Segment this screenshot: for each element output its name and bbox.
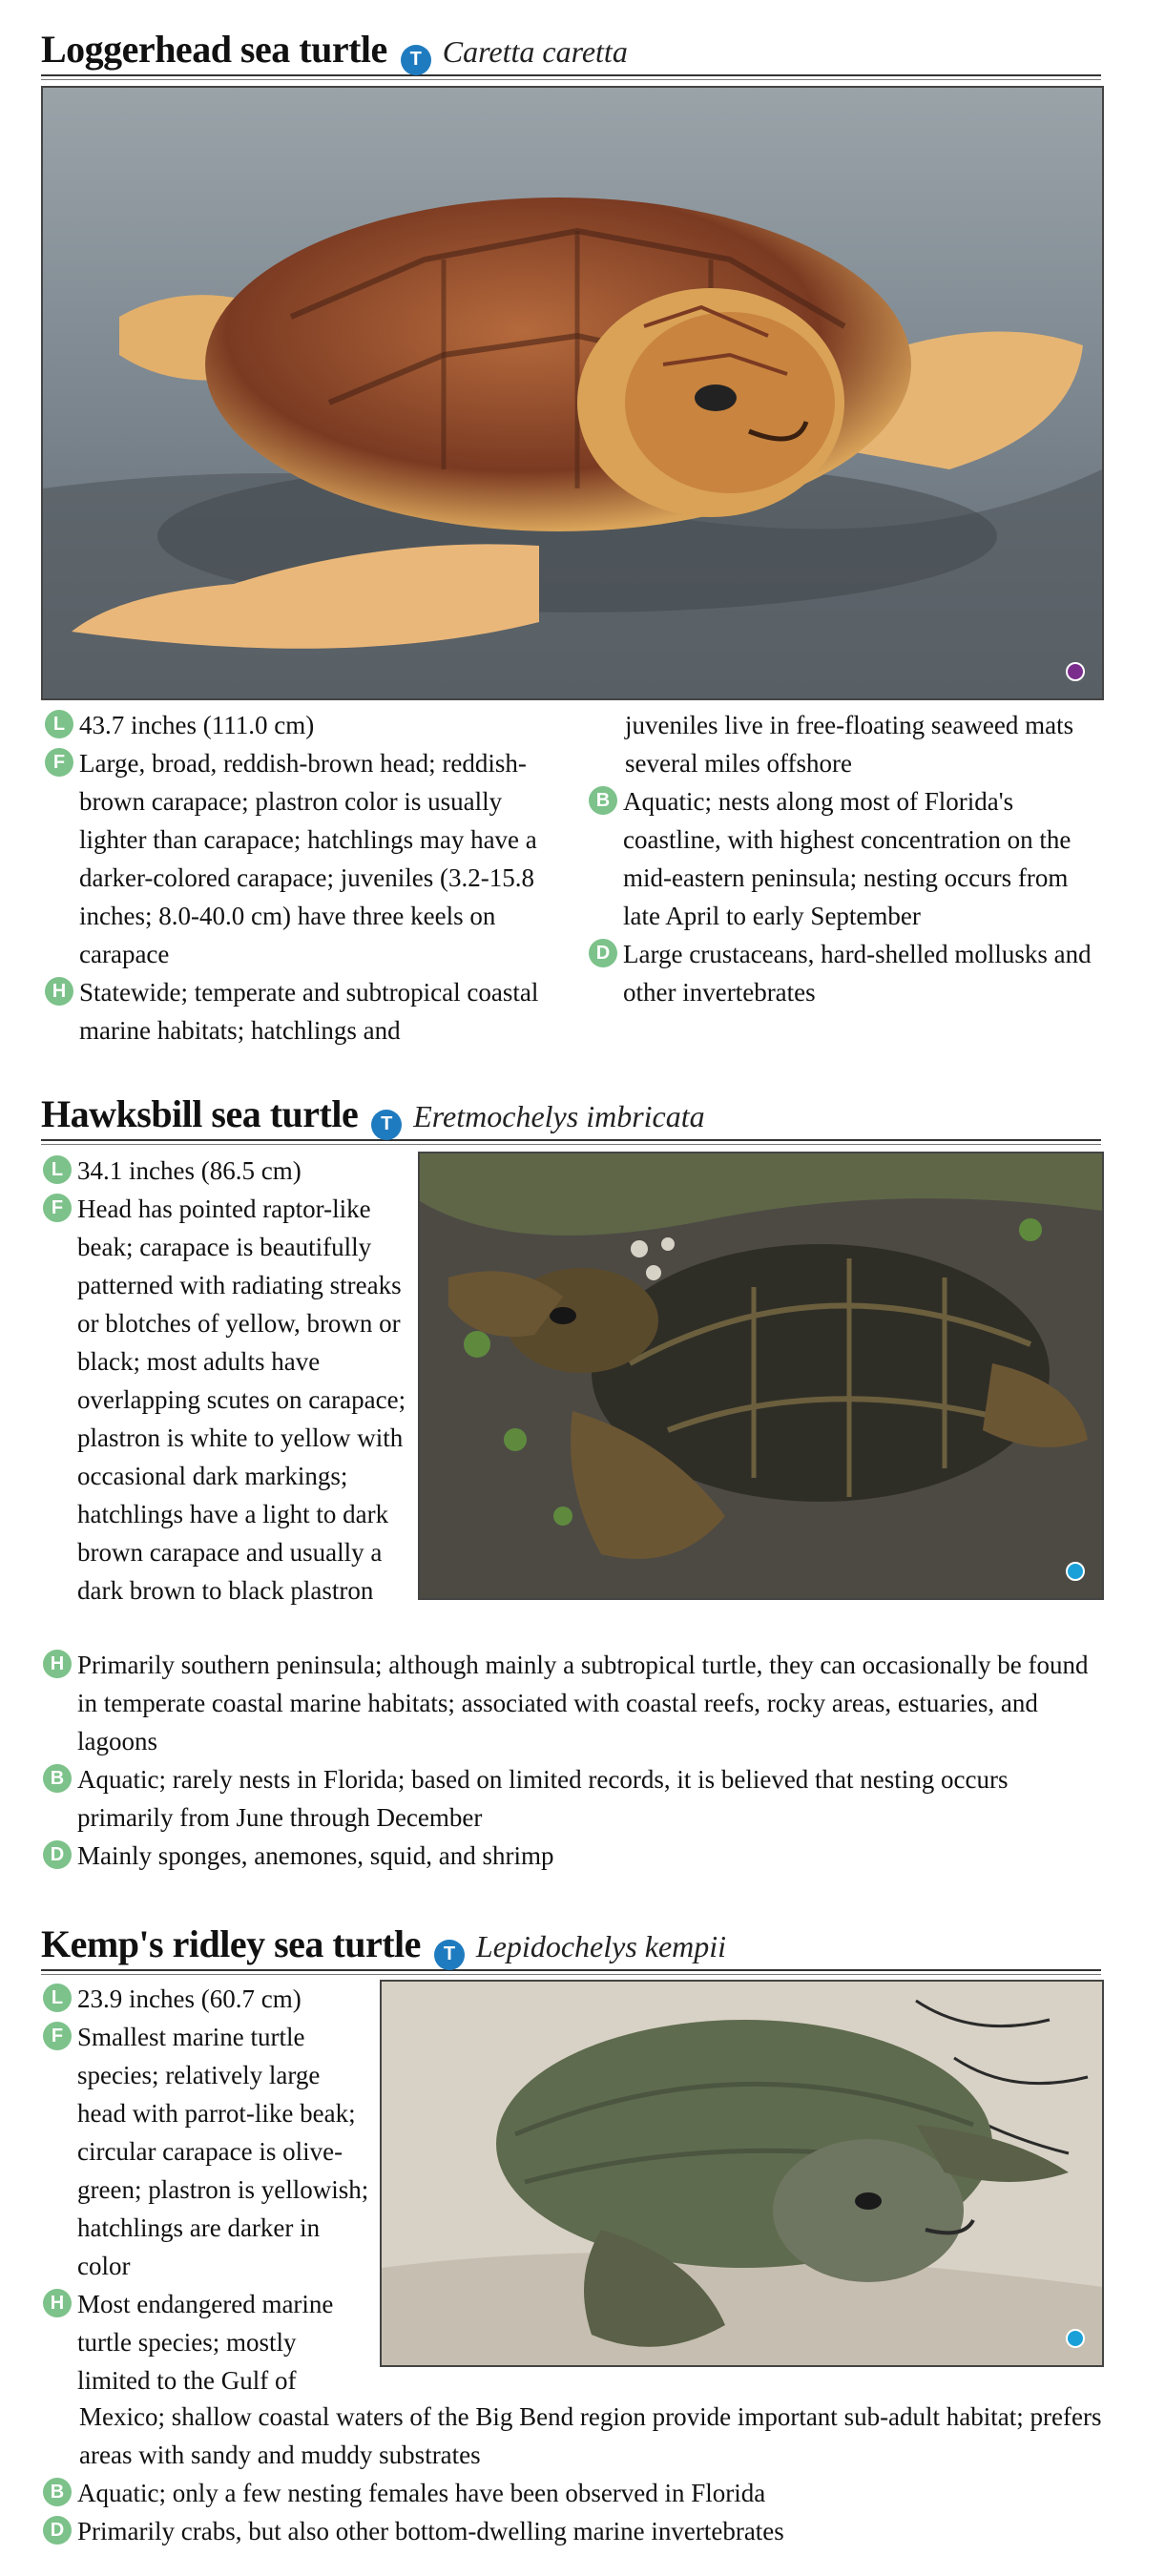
- kemps-ridley-photo: [380, 1980, 1104, 2367]
- diet-icon: D: [43, 2516, 72, 2545]
- breeding-text: Aquatic; nests along most of Florida's coastline, with highest concentration on the mid-eastern peninsula; nesting occurs from late April to early September: [623, 787, 1071, 930]
- hawksbill-details-top: [43, 1152, 410, 1610]
- features-text: Head has pointed raptor-like beak; carapace is beautifully patterned with radiating streaks or blotches of yellow, brown or black; most adults have overlapping scutes on carapace; plastron is white to yellow with occasional dark markings; hatchlings have a light to dark brown carapace and usually a dark brown to black plastron: [77, 1195, 406, 1605]
- range-dot: [1066, 1562, 1085, 1581]
- range-dot: [1066, 662, 1085, 681]
- length-text: 34.1 inches (86.5 cm): [77, 1156, 302, 1185]
- habitat-text: Most endangered marine turtle species; mostly limited to the Gulf of: [77, 2290, 334, 2395]
- hawksbill-photo: [418, 1152, 1104, 1600]
- threatened-badge: T: [371, 1110, 402, 1140]
- length-text: 43.7 inches (111.0 cm): [79, 711, 315, 739]
- habitat-icon: H: [43, 1650, 72, 1678]
- habitat-continued-row: [43, 2398, 1112, 2474]
- range-dot: [1066, 2329, 1085, 2348]
- breeding-icon: B: [589, 786, 617, 815]
- diet-text: Primarily crabs, but also other bottom-dwelling marine invertebrates: [77, 2517, 784, 2545]
- diet-text: Large crustaceans, hard-shelled mollusks and other invertebrates: [623, 940, 1092, 1007]
- habitat-text-continued: juveniles live in free-floating seaweed mats several miles offshore: [625, 711, 1074, 778]
- threatened-badge: T: [401, 45, 431, 75]
- habitat-icon: H: [43, 2289, 72, 2317]
- scientific-name: Eretmochelys imbricata: [413, 1099, 705, 1133]
- diet-row: [43, 2512, 1112, 2550]
- length-icon: L: [45, 710, 73, 738]
- common-name: Loggerhead sea turtle: [41, 28, 387, 71]
- features-icon: F: [43, 1194, 72, 1222]
- features-icon: F: [45, 748, 73, 777]
- features-text: Large, broad, reddish-brown head; reddish-brown carapace; plastron color is usually lighter than carapace; hatchlings may have a darker-colored carapace; juveniles (3.2-15.8 inches; 8.0-40.0 cm) have three keels on carapace: [79, 749, 537, 968]
- kemps-ridley-details-bottom: [43, 2398, 1112, 2550]
- loggerhead-details-left: [45, 706, 551, 1049]
- breeding-row: [43, 1760, 1102, 1837]
- breeding-text: Aquatic; rarely nests in Florida; based on limited records, it is believed that nesting occurs primarily from June through December: [77, 1765, 1009, 1832]
- kemps-ridley-details-top: [43, 1980, 372, 2399]
- common-name: Hawksbill sea turtle: [41, 1092, 359, 1135]
- threatened-badge: T: [434, 1940, 465, 1970]
- loggerhead-details-right: [589, 706, 1109, 1011]
- diet-icon: D: [43, 1840, 72, 1869]
- hawksbill-details-bottom: [43, 1646, 1102, 1875]
- features-row: [43, 2018, 372, 2285]
- habitat-text: Primarily southern peninsula; although mainly a subtropical turtle, they can occasionally be found in temperate coastal marine habitats; associated with coastal reefs, rocky areas, estuaries, and lagoons: [77, 1651, 1089, 1755]
- diet-icon: D: [589, 939, 617, 967]
- features-text: Smallest marine turtle species; relatively large head with parrot-like beak; circular carapace is olive-green; plastron is yellowish; hatchlings are darker in color: [77, 2023, 369, 2280]
- habitat-row: [43, 1646, 1102, 1760]
- habitat-row: [43, 2285, 372, 2399]
- breeding-icon: B: [43, 2478, 72, 2506]
- loggerhead-photo: [41, 86, 1104, 700]
- species-title-loggerhead: [41, 27, 1101, 76]
- breeding-text: Aquatic; only a few nesting females have been observed in Florida: [77, 2479, 766, 2507]
- scientific-name: Lepidochelys kempii: [475, 1929, 727, 1963]
- length-row: [43, 1152, 410, 1190]
- habitat-continued-row: [589, 706, 1109, 782]
- diet-row: [589, 935, 1109, 1011]
- features-icon: F: [43, 2022, 72, 2050]
- length-text: 23.9 inches (60.7 cm): [77, 1984, 302, 2013]
- features-row: [45, 744, 551, 973]
- length-icon: L: [43, 1984, 72, 2012]
- length-row: [43, 1980, 372, 2018]
- habitat-text: Statewide; temperate and subtropical coastal marine habitats; hatchlings and: [79, 978, 539, 1045]
- diet-text: Mainly sponges, anemones, squid, and shrimp: [77, 1841, 554, 1870]
- scientific-name: Caretta caretta: [442, 34, 628, 69]
- breeding-row: [589, 782, 1109, 935]
- features-row: [43, 1190, 410, 1610]
- species-title-kemps-ridley: [41, 1922, 1101, 1971]
- habitat-row: [45, 973, 551, 1049]
- length-icon: L: [43, 1155, 72, 1184]
- species-title-hawksbill: [41, 1091, 1101, 1141]
- diet-row: [43, 1837, 1102, 1875]
- length-row: [45, 706, 551, 744]
- common-name: Kemp's ridley sea turtle: [41, 1922, 421, 1965]
- breeding-icon: B: [43, 1764, 72, 1793]
- habitat-icon: H: [45, 977, 73, 1006]
- breeding-row: [43, 2474, 1112, 2512]
- habitat-text-continued: Mexico; shallow coastal waters of the Big Bend region provide important sub-adult habitat; prefers areas with sandy and muddy substrates: [79, 2402, 1102, 2469]
